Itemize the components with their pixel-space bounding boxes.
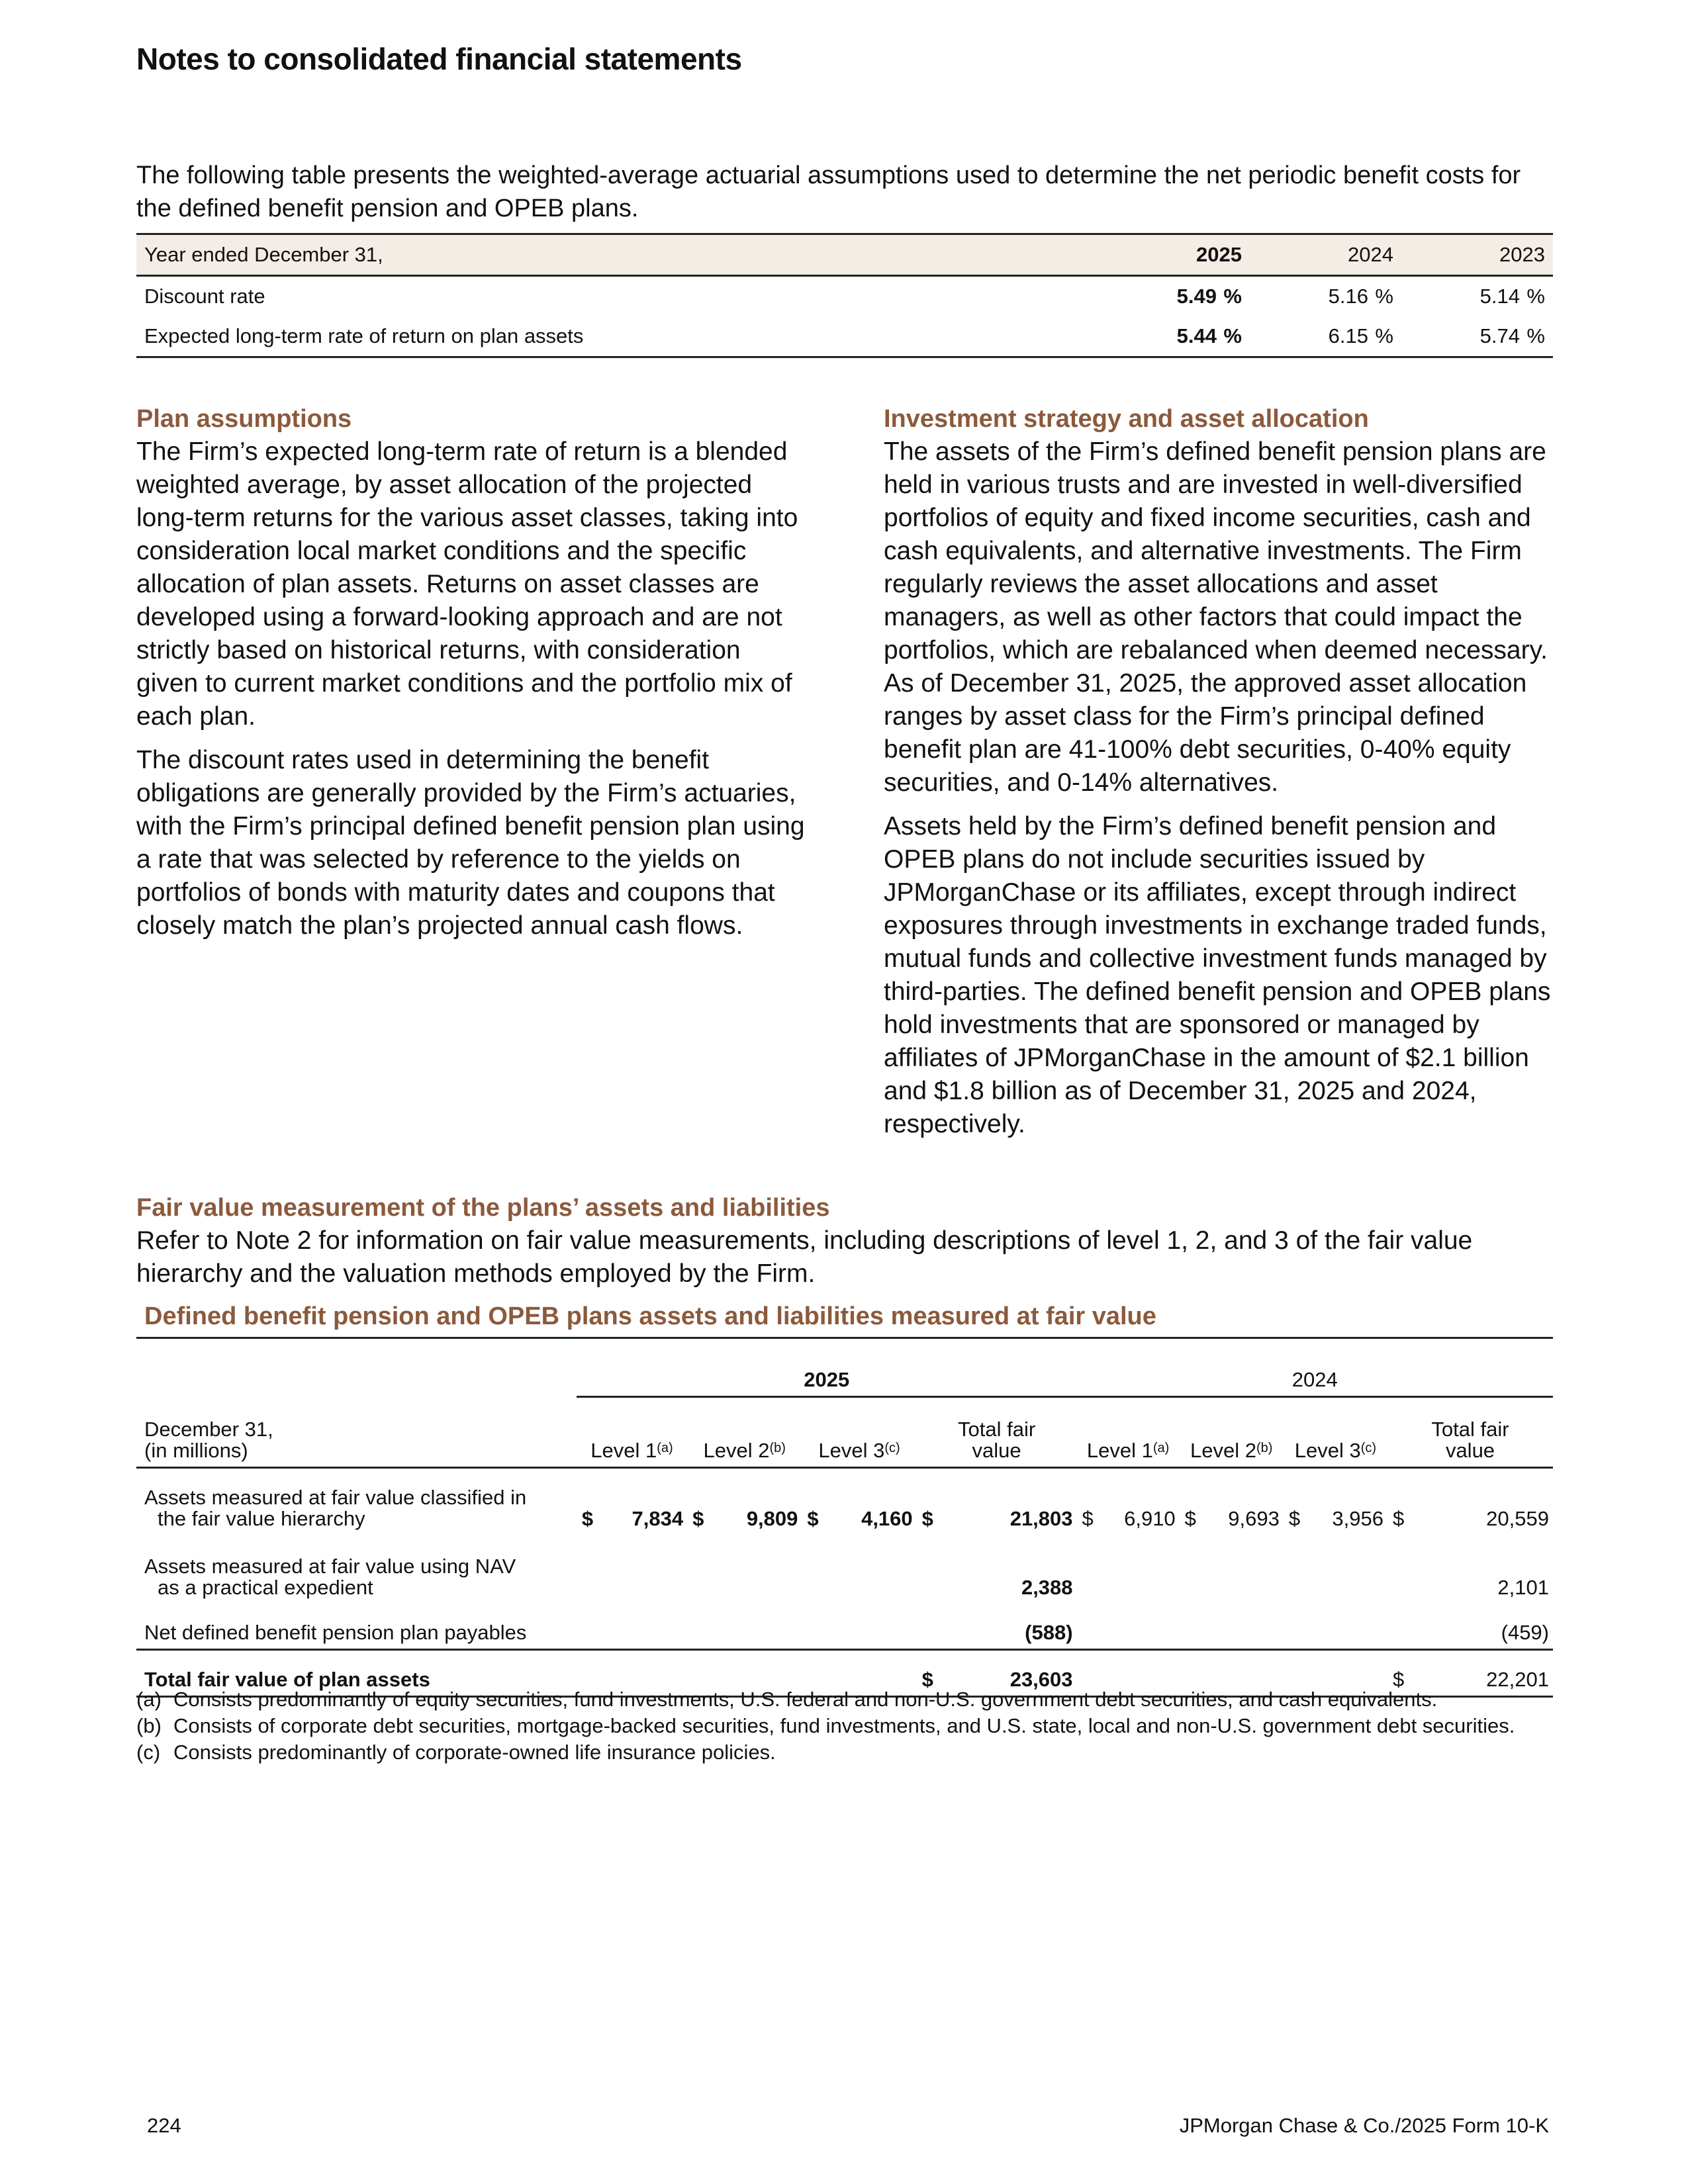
page-title: Notes to consolidated financial statements — [136, 42, 742, 76]
header-label-line2: (in millions) — [144, 1439, 248, 1462]
page-number: 224 — [147, 2114, 181, 2137]
cell-value: 21,803 — [1009, 1507, 1073, 1530]
cell-value: 22,201 — [1411, 1650, 1553, 1697]
footnote-text: Consists predominantly of equity securities, fund investments, U.S. federal and non-U.S. government debt securities, and cash equivalents. — [173, 1688, 1438, 1711]
paragraph: The assets of the Firm’s defined benefit pension plans are held in various trusts and are invested in well-diversified portfolios of equity and fixed income securities, cash and cash equivalents, and alternative investments. The Firm regularly reviews the asset allocations and asset managers, as well as other factors that could impact the portfolios, which are rebalanced when deemed necessary. As of December 31, 2025, the approved asset allocation ranges by asset class for the Firm’s principal defined benefit plan are 41-100% debt securities, 0-40% equity securities, and 0-14% alternatives. — [884, 437, 1548, 797]
level1-header-2025: Level 1$^{(a)}$ — [577, 1397, 687, 1468]
cell-value: 23,603 — [943, 1650, 1077, 1697]
paragraph: The discount rates used in determining the benefit obligations are generally provided by the Firm’s actuaries, with the Firm’s principal defined benefit pension plan using a rate that was selected by reference to the yields on portfolios of bonds with maturity dates and coupons that closely match the plan’s projected annual cash flows. — [136, 746, 805, 940]
cell-value: 5.74 — [1479, 324, 1520, 347]
table-header-row — [136, 234, 1553, 276]
row-label: Discount rate — [144, 285, 265, 308]
level3-header-2024: Level 3$^{(c)}$ — [1284, 1397, 1387, 1468]
cell-value: 5.49 — [1176, 285, 1217, 308]
fair-value-section — [136, 1191, 1566, 1291]
footnote — [136, 1739, 1560, 1766]
level3-header-2025: Level 3$^{(c)}$ — [802, 1397, 916, 1468]
header-2025: 2025 — [1082, 234, 1250, 276]
cell-value: (588) — [943, 1604, 1077, 1650]
currency-symbol: $ — [1082, 1507, 1094, 1530]
cell-value: 5.44 — [1176, 324, 1217, 347]
header-label-line1: December 31, — [144, 1418, 273, 1441]
cell-value: 20,559 — [1486, 1507, 1549, 1530]
intro-paragraph: The following table presents the weighted-average actuarial assumptions used to determine the net periodic benefit costs for the defined benefit pension and OPEB plans. — [136, 161, 1521, 222]
currency-symbol: $ — [1288, 1507, 1301, 1530]
section-heading: Investment strategy and asset allocation — [884, 405, 1369, 433]
currency-symbol: $ — [1184, 1507, 1196, 1530]
footnote-text: Consists of corporate debt securities, mortgage-backed securities, fund investments, and U.S. state, local and non-U.S. government debt securities. — [173, 1714, 1515, 1737]
footnote-text: Consists predominantly of corporate-owned life insurance policies. — [173, 1741, 776, 1764]
row-label: Net defined benefit pension plan payables — [136, 1604, 577, 1650]
percent-unit: % — [1223, 285, 1242, 308]
currency-symbol: $ — [921, 1507, 933, 1530]
percent-unit: % — [1526, 324, 1545, 347]
currency-symbol: $ — [692, 1507, 704, 1530]
fair-value-table — [136, 1337, 1553, 1698]
row-label: Assets measured at fair value classified in the fair value hierarchy — [144, 1486, 527, 1530]
row-label: Assets measured at fair value using NAV as a practical expedient — [144, 1555, 516, 1599]
level2-header-2025: Level 2$^{(b)}$ — [687, 1397, 802, 1468]
level1-header-2024: Level 1$^{(a)}$ — [1077, 1397, 1180, 1468]
row-label: Expected long-term rate of return on plan assets — [136, 316, 1082, 357]
currency-symbol: $ — [917, 1650, 943, 1697]
investment-strategy-section — [884, 402, 1566, 1152]
section-heading: Fair value measurement of the plans’ assets and liabilities — [136, 1194, 830, 1222]
footnote-marker: (a) — [136, 1688, 162, 1711]
footnote — [136, 1713, 1560, 1739]
cell-value: 4,160 — [861, 1507, 913, 1530]
footnote-marker: (b) — [136, 1714, 162, 1737]
cell-value: 9,809 — [746, 1507, 798, 1530]
year-header-row — [136, 1338, 1553, 1397]
table-row — [136, 1468, 1553, 1535]
table-title: Defined benefit pension and OPEB plans assets and liabilities measured at fair value — [144, 1302, 1156, 1330]
total-header-2025: Total fair value — [917, 1397, 1077, 1468]
percent-unit: % — [1223, 324, 1242, 347]
percent-unit: % — [1526, 285, 1545, 308]
currency-symbol: $ — [1387, 1650, 1411, 1697]
row-label: Total fair value of plan assets — [136, 1650, 577, 1697]
cell-value: 5.14 — [1479, 285, 1520, 308]
header-2023: 2023 — [1401, 234, 1553, 276]
cell-value: 6,910 — [1124, 1507, 1176, 1530]
currency-symbol: $ — [581, 1507, 594, 1530]
paragraph: Assets held by the Firm’s defined benefit pension and OPEB plans do not include securities issued by JPMorganChase or its affiliates, except through indirect exposures through investments in exchange traded funds, mutual funds and collective investment funds managed by third-parties. The defined benefit pension and OPEB plans hold investments that are sponsored or managed by affiliates of JPMorganChase in the amount of $2.1 billion and $1.8 billion as of December 31, 2025 and 2024, respectively. — [884, 812, 1551, 1138]
cell-value: 7,834 — [632, 1507, 684, 1530]
table-row — [136, 316, 1553, 357]
paragraph: The Firm’s expected long-term rate of return is a blended weighted average, by asset allocation of the projected long-term returns for the various asset classes, taking into consideration local market conditions and the specific allocation of plan assets. Returns on asset classes are developed using a forward-looking approach and are not strictly based on historical returns, with consideration given to current market conditions and the portfolio mix of each plan. — [136, 437, 798, 731]
percent-unit: % — [1375, 324, 1393, 347]
year-2025-header: 2025 — [577, 1338, 1077, 1397]
footnote-marker: (c) — [136, 1741, 161, 1764]
header-year-ended: Year ended December 31, — [136, 234, 1082, 276]
table-row — [136, 276, 1553, 317]
column-header-row — [136, 1397, 1553, 1468]
actuarial-assumptions-table — [136, 233, 1553, 358]
cell-value: 6.15 — [1328, 324, 1368, 347]
total-header-2024: Total fair value — [1387, 1397, 1553, 1468]
report-name: JPMorgan Chase & Co./2025 Form 10-K — [1179, 2114, 1549, 2137]
year-2024-header: 2024 — [1077, 1338, 1553, 1397]
footnotes — [136, 1686, 1560, 1766]
table-row — [136, 1604, 1553, 1650]
cell-value: (459) — [1411, 1604, 1553, 1650]
cell-value: 3,956 — [1332, 1507, 1383, 1530]
cell-value: 9,693 — [1228, 1507, 1280, 1530]
cell-value: 2,388 — [1021, 1576, 1073, 1599]
plan-assumptions-section — [136, 402, 805, 953]
percent-unit: % — [1375, 285, 1393, 308]
cell-value: 5.16 — [1328, 285, 1368, 308]
currency-symbol: $ — [1392, 1507, 1405, 1530]
section-heading: Plan assumptions — [136, 405, 352, 433]
level2-header-2024: Level 2$^{(b)}$ — [1180, 1397, 1284, 1468]
header-2024: 2024 — [1250, 234, 1401, 276]
table-row — [136, 1535, 1553, 1604]
cell-value: 2,101 — [1497, 1576, 1549, 1599]
currency-symbol: $ — [807, 1507, 819, 1530]
footnote — [136, 1686, 1560, 1713]
paragraph: Refer to Note 2 for information on fair value measurements, including descriptions of level 1, 2, and 3 of the fair value hierarchy and the valuation methods employed by the Firm. — [136, 1226, 1473, 1288]
